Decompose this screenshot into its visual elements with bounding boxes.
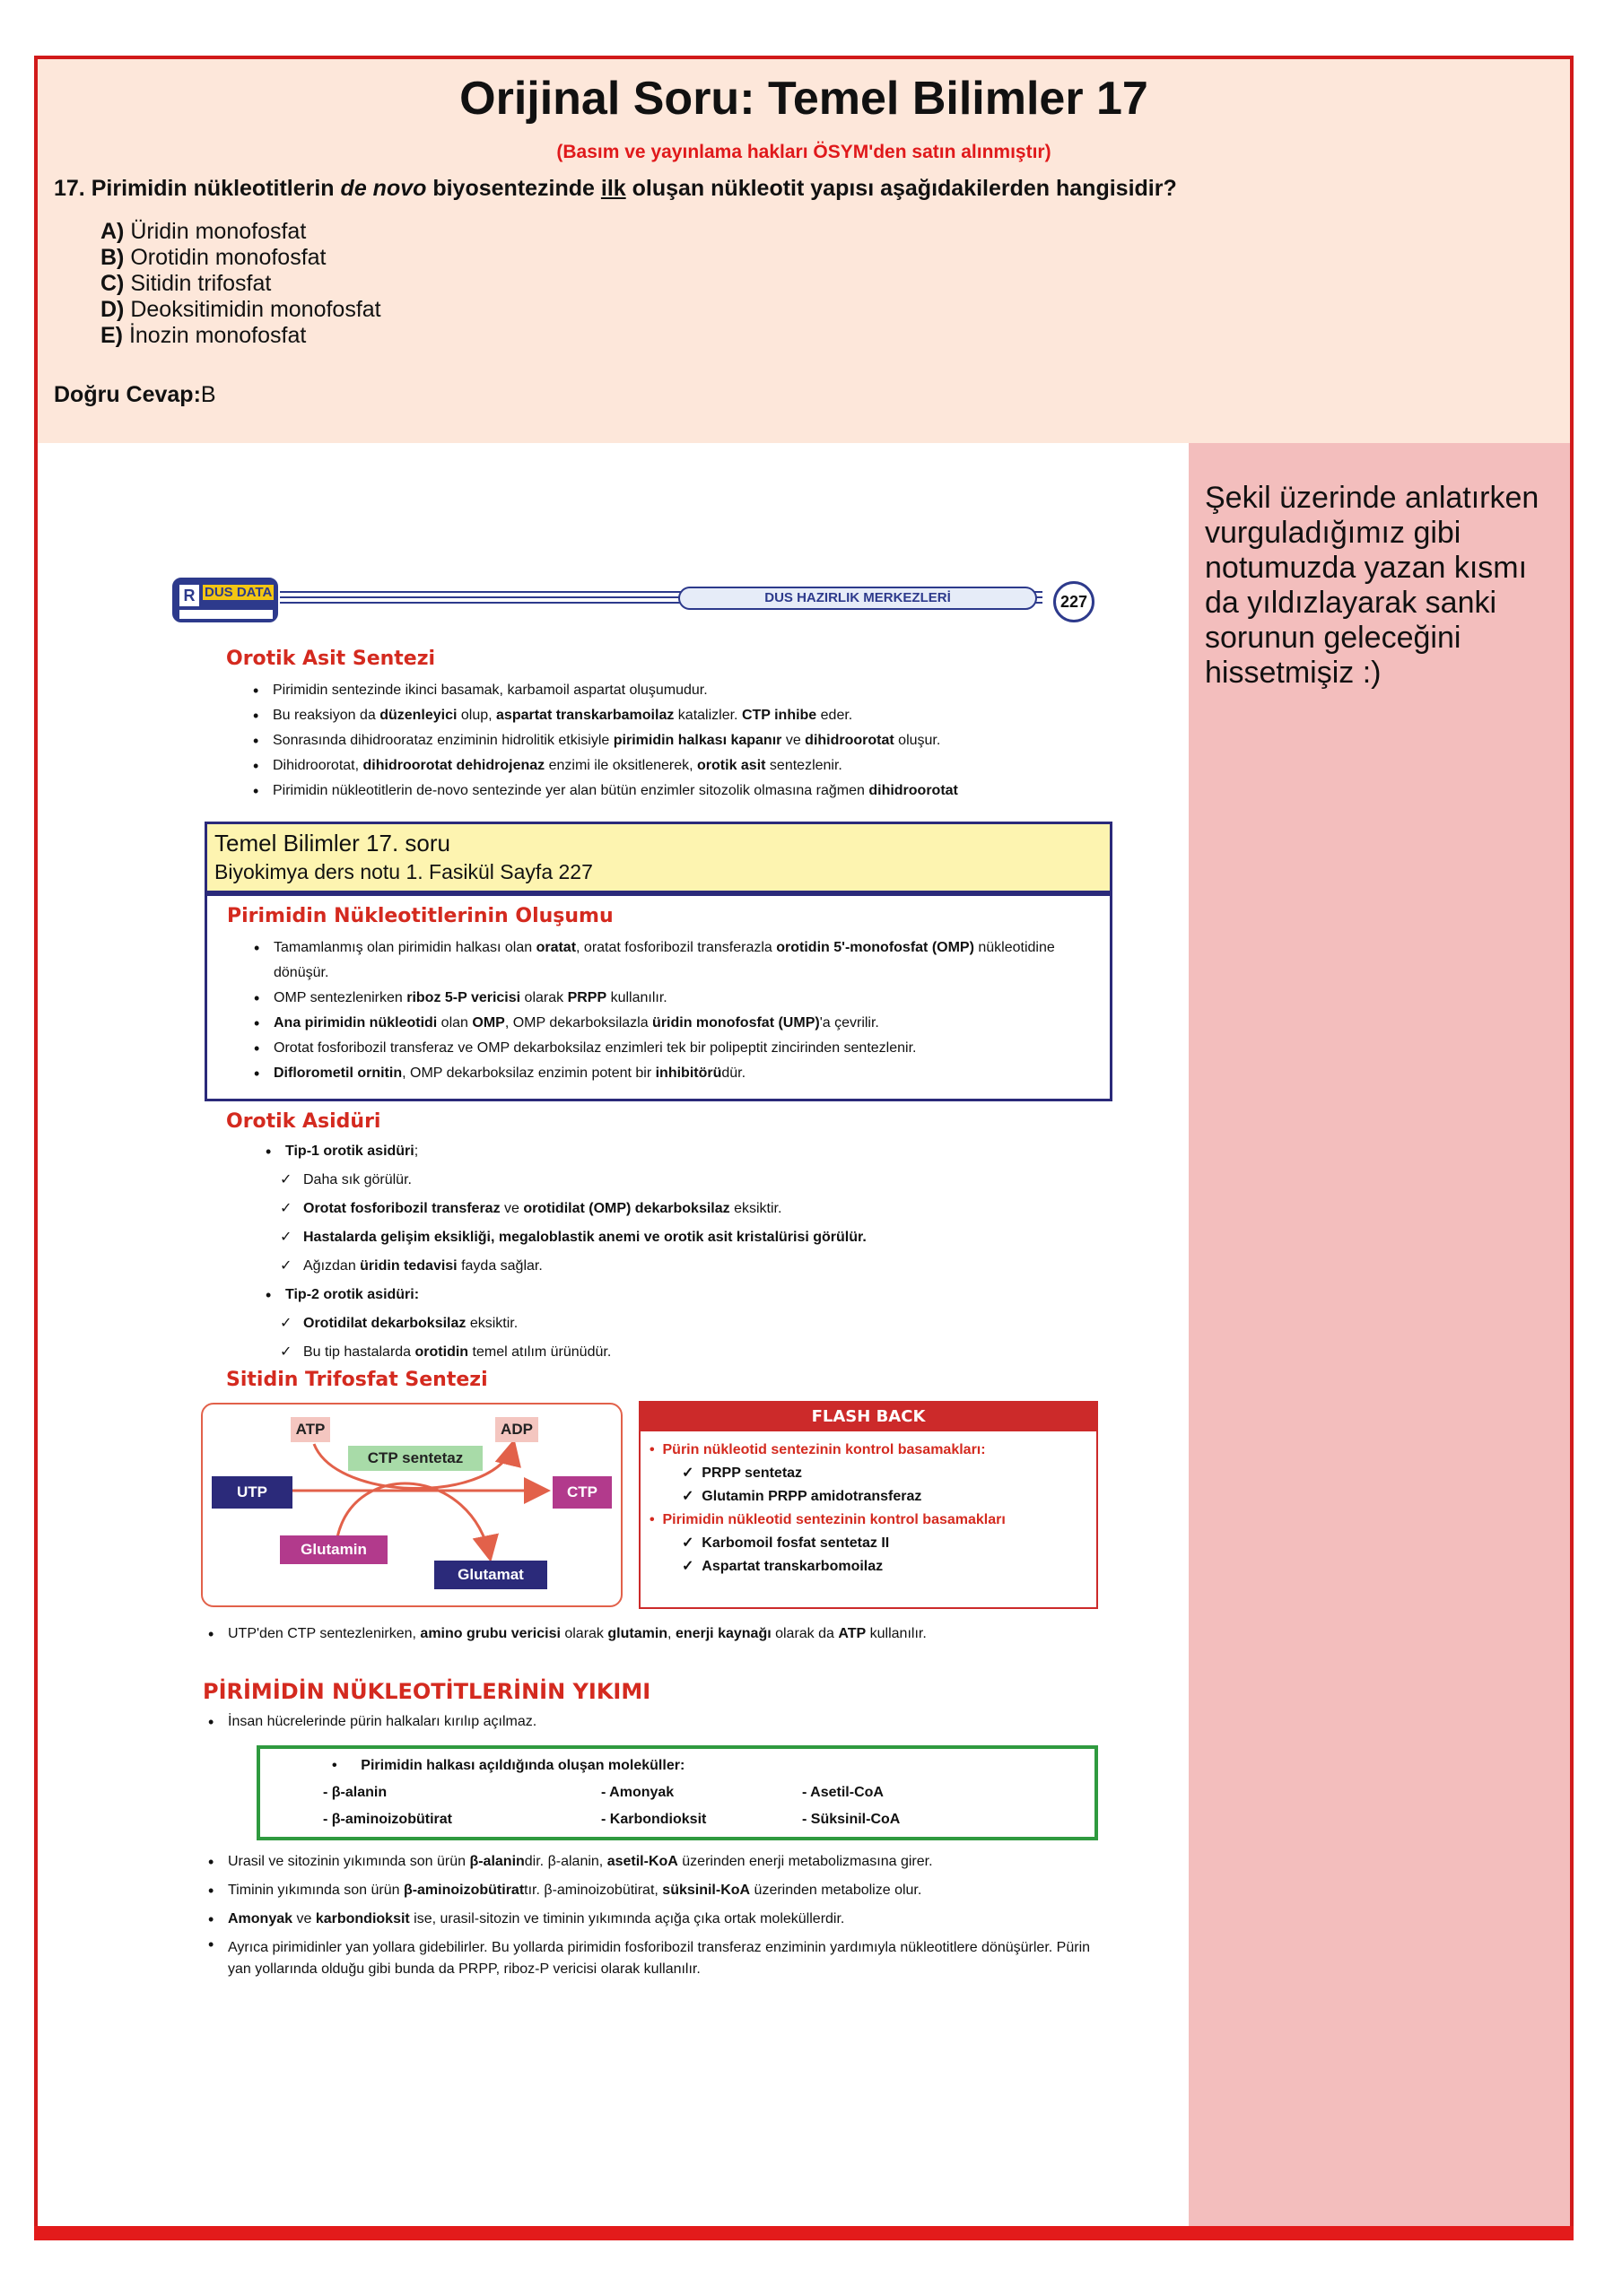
list-item: • Pirimidin sentezinde ikinci basamak, karbamoil aspartat oluşumudur. [248, 678, 1109, 703]
product-item: - Süksinil-CoA [802, 1812, 901, 1827]
question-title: Orijinal Soru: Temel Bilimler 17 [459, 73, 1148, 125]
section-heading-formation: Pirimidin Nükleotitlerinin Oluşumu [227, 905, 614, 927]
product-item: - β-alanin [323, 1785, 388, 1800]
list-item: • Tip-2 orotik asidüri: [260, 1283, 1068, 1308]
stem-italic: de novo [340, 176, 427, 201]
check-item: ✓ Daha sık görülür. [278, 1166, 1086, 1195]
enzyme-node: CTP sentetaz [348, 1446, 483, 1471]
stem-part: oluşan nükleotit yapısı aşağıdakilerden hangisidir? [632, 176, 1177, 201]
degradation-intro [203, 1709, 1100, 1735]
option-b: B) Orotidin monofosfat [100, 245, 327, 270]
list-item: • Urasil ve sitozinin yıkımında son ürün β-alanindir. β-alanin, asetil-KoA üzerinden enerji metabolizmasına girer. [203, 1848, 1100, 1876]
answer-value: B [200, 382, 216, 407]
glutamin-node: Glutamin [280, 1535, 388, 1564]
list-item: • OMP sentezlenirken riboz 5-P vericisi olarak PRPP kullanılır. [249, 986, 1092, 1011]
answer-options [100, 219, 381, 349]
side-comment-panel [1189, 443, 1570, 2231]
dusdata-logo: R DUS DATA [172, 578, 278, 622]
degradation-products-box [257, 1745, 1098, 1840]
list-item: • Sonrasında dihidroorataz enziminin hidrolitik etkisiyle pirimidin halkası kapanır ve dihidroorotat oluşur. [248, 728, 1109, 753]
list-item: • Timinin yıkımında son ürün β-aminoizobütirattır. β-aminoizobütirat, süksinil-KoA üzerinden metabolize olur. [203, 1876, 1100, 1905]
product-item: - Karbondioksit [601, 1812, 707, 1827]
ctp-synthesis-diagram [201, 1403, 623, 1607]
list-item: • Amonyak ve karbondioksit ise, urasil-sitozin ve timinin yıkımında açığa çıka ortak moleküllerdir. [203, 1905, 1100, 1934]
question-panel [38, 59, 1570, 443]
check-item: ✓ Orotat fosforibozil transferaz ve orotidilat (OMP) dekarboksilaz eksiktir. [278, 1195, 1086, 1223]
stem-part: Pirimidin nükleotitlerin [91, 176, 335, 201]
aciduria-type1 [260, 1139, 1068, 1164]
copyright-note: (Basım ve yayınlama hakları ÖSYM'den satın alınmıştır) [556, 142, 1051, 162]
check-item: ✓ Hastalarda gelişim eksikliği, megaloblastik anemi ve orotik asit kristalürisi görülür. [278, 1223, 1086, 1252]
section-heading-degradation: PİRİMİDİN NÜKLEOTİTLERİNİN YIKIMI [203, 1679, 651, 1704]
green-box-title: • Pirimidin halkası açıldığında oluşan moleküller: [332, 1758, 685, 1773]
section-heading-ctp: Sitidin Trifosfat Sentezi [226, 1369, 488, 1391]
page-number: 227 [1053, 581, 1094, 622]
flash-item: ✓ Karbomoil fosfat sentetaz II [682, 1535, 890, 1551]
orotic-acid-list [248, 678, 1109, 804]
list-item: • Bu reaksiyon da düzenleyici olup, aspartat transkarbamoilaz katalizler. CTP inhibe eder. [248, 703, 1109, 728]
side-note-text: Şekil üzerinde anlatırken vurguladığımız gibi notumuzda yazan kısmı da yıldızlayarak sanki sorunun geleceğini hissetmişiz :) [1205, 481, 1539, 690]
section-heading-aciduria: Orotik Asidüri [226, 1110, 381, 1133]
list-item: • Dihidroorotat, dihidroorotat dehidrojenaz enzimi ile oksitlenerek, orotik asit sentezlenir. [248, 753, 1109, 778]
flash-item: ✓ Glutamin PRPP amidotransferaz [682, 1489, 922, 1504]
type2-checklist [278, 1309, 1086, 1367]
check-item: ✓ Orotidilat dekarboksilaz eksiktir. [278, 1309, 1086, 1338]
list-item: • Tip-1 orotik asidüri; [260, 1139, 1068, 1164]
adp-node: ADP [495, 1417, 538, 1442]
list-item: • Ayrıca pirimidinler yan yollara gidebilirler. Bu yollarda pirimidin fosforibozil transferaz enziminin yardımıyla nükleotitlere dönüşürler. Pürin yan yollarında olduğu gibi bunda da PRPP, riboz-P vericisi olarak kullanılır. [203, 1934, 1100, 1980]
list-item: • Diflorometil ornitin, OMP dekarboksilaz enzimin potent bir inhibitörüdür. [249, 1061, 1092, 1086]
flash-item: ✓ Aspartat transkarbomoilaz [682, 1559, 884, 1574]
option-c: C) Sitidin trifosfat [100, 271, 272, 296]
page-frame [34, 56, 1574, 2235]
callout-source: Biyokimya ders notu 1. Fasikül Sayfa 227 [214, 860, 593, 883]
flash-heading-2: • Pirimidin nükleotid sentezinin kontrol basamakları [650, 1512, 1006, 1527]
flash-back-box [639, 1401, 1098, 1609]
question-number: 17. [54, 176, 85, 201]
aciduria-type2 [260, 1283, 1068, 1308]
product-item: - Amonyak [601, 1785, 675, 1800]
formation-list [249, 935, 1092, 1086]
highlighted-section-box [205, 893, 1112, 1101]
list-item: • Orotat fosforibozil transferaz ve OMP dekarboksilaz enzimleri tek bir polipeptit zincirinden sentezlenir. [249, 1036, 1092, 1061]
list-item: • Pirimidin nükleotitlerin de-novo sentezinde yer alan bütün enzimler sitozolik olmasına rağmen dihidroorotat [248, 778, 1109, 804]
header-label: DUS HAZIRLIK MERKEZLERİ [678, 587, 1037, 610]
type1-checklist [278, 1166, 1086, 1281]
option-e: E) İnozin monofosfat [100, 323, 307, 348]
section-heading-orotic-acid: Orotik Asit Sentezi [226, 648, 436, 670]
flash-back-title: FLASH BACK [641, 1403, 1096, 1431]
list-item: • Ana pirimidin nükleotidi olan OMP, OMP dekarboksilazla üridin monofosfat (UMP)'a çevrilir. [249, 1011, 1092, 1036]
option-d: D) Deoksitimidin monofosfat [100, 297, 381, 322]
list-item: • Tamamlanmış olan pirimidin halkası olan oratat, oratat fosforibozil transferazla orotidin 5'-monofosfat (OMP) nükleotidine dönüşür. [249, 935, 1092, 986]
flash-heading-1: • Pürin nükleotid sentezinin kontrol basamakları: [650, 1442, 986, 1457]
glutamat-node: Glutamat [434, 1561, 547, 1589]
question-stem [54, 176, 1177, 202]
product-item: - β-aminoizobütirat [323, 1812, 452, 1827]
stem-underlined: ilk [600, 176, 626, 201]
atp-node: ATP [291, 1417, 330, 1442]
stem-part: biyosentezinde [432, 176, 595, 201]
check-item: ✓ Ağızdan üridin tedavisi fayda sağlar. [278, 1252, 1086, 1281]
option-a: A) Üridin monofosfat [100, 219, 307, 244]
degradation-list [203, 1848, 1100, 1980]
answer-label: Doğru Cevap: [54, 382, 201, 407]
flash-item: ✓ PRPP sentetaz [682, 1465, 803, 1481]
ctp-node: CTP [553, 1476, 612, 1509]
correct-answer [54, 382, 216, 408]
product-item: - Asetil-CoA [802, 1785, 884, 1800]
frame-bottom-bar [34, 2226, 1574, 2240]
callout-title: Temel Bilimler 17. soru [214, 830, 450, 857]
list-item: • İnsan hücrelerinde pürin halkaları kırılıp açılmaz. [203, 1709, 1100, 1735]
question-reference-callout [205, 822, 1112, 893]
list-item: • UTP'den CTP sentezlenirken, amino grubu vericisi olarak glutamin, enerji kaynağı olarak da ATP kullanılır. [203, 1622, 1100, 1647]
lecture-note-page [38, 443, 1189, 2231]
utp-node: UTP [212, 1476, 292, 1509]
ctp-note [203, 1622, 1100, 1647]
check-item: ✓ Bu tip hastalarda orotidin temel atılım ürünüdür. [278, 1338, 1086, 1367]
